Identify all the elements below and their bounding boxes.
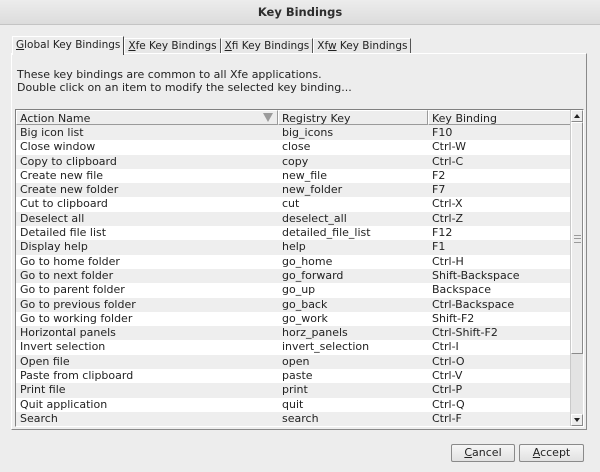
registry-key-cell: detailed_file_list <box>282 226 371 240</box>
table-row[interactable] <box>16 140 571 154</box>
tab-mnemonic: X <box>128 40 136 52</box>
action-name-cell: Deselect all <box>20 211 85 225</box>
key-binding-cell: F7 <box>432 183 446 197</box>
key-binding-cell: Ctrl-X <box>432 197 463 211</box>
table-row[interactable] <box>16 340 571 354</box>
vertical-scrollbar[interactable] <box>570 110 583 426</box>
column-header-label: Registry Key <box>282 112 351 125</box>
action-name-cell: Open file <box>20 354 70 368</box>
key-binding-cell: F1 <box>432 240 446 254</box>
action-name-cell: Big icon list <box>20 126 84 139</box>
key-binding-cell: Ctrl-W <box>432 140 466 154</box>
column-header-label: Key Binding <box>432 112 498 125</box>
action-name-cell: Go to next folder <box>20 268 114 282</box>
registry-key-cell: paste <box>282 369 313 383</box>
key-binding-cell: Ctrl-H <box>432 254 464 268</box>
table-row[interactable] <box>16 155 571 169</box>
tab-label: fi Key Bindings <box>231 40 310 52</box>
column-header-label: Action Name <box>20 112 91 125</box>
action-name-cell: Print file <box>20 383 66 397</box>
scroll-down-button[interactable] <box>571 414 583 426</box>
column-header-key-binding[interactable] <box>428 110 571 125</box>
column-header-action-name[interactable] <box>16 110 278 125</box>
tab-xfw-key-bindings[interactable] <box>313 38 411 54</box>
description <box>17 68 352 94</box>
column-header-registry-key[interactable] <box>278 110 428 125</box>
tab-mnemonic: G <box>16 39 25 51</box>
table-row[interactable] <box>16 126 571 140</box>
key-binding-cell: Shift-F2 <box>432 311 475 325</box>
key-binding-cell: Ctrl-Shift-F2 <box>432 326 498 340</box>
registry-key-cell: go_home <box>282 254 333 268</box>
registry-key-cell: new_folder <box>282 183 343 197</box>
registry-key-cell: go_forward <box>282 268 344 282</box>
table-row[interactable] <box>16 240 571 254</box>
key-binding-cell: F12 <box>432 226 453 240</box>
action-name-cell: Go to home folder <box>20 254 120 268</box>
registry-key-cell: go_back <box>282 297 328 311</box>
registry-key-cell: new_file <box>282 168 327 182</box>
registry-key-cell: horz_panels <box>282 326 348 340</box>
registry-key-cell: close <box>282 140 311 154</box>
table-row[interactable] <box>16 298 571 312</box>
button-label: ancel <box>472 446 502 459</box>
table-row[interactable] <box>16 212 571 226</box>
action-name-cell: Go to previous folder <box>20 297 136 311</box>
window-title: Key Bindings <box>0 0 600 25</box>
action-name-cell: Display help <box>20 240 88 254</box>
registry-key-cell: go_up <box>282 283 316 297</box>
action-name-cell: Go to parent folder <box>20 283 125 297</box>
key-binding-cell: Shift-Backspace <box>432 268 520 282</box>
key-binding-cell: Ctrl-Q <box>432 397 465 411</box>
registry-key-cell: copy <box>282 154 309 168</box>
tab-label: lobal Key Bindings <box>24 39 121 51</box>
table-row[interactable] <box>16 226 571 240</box>
registry-key-cell: invert_selection <box>282 340 370 354</box>
key-binding-cell: Ctrl-I <box>432 340 459 354</box>
registry-key-cell: quit <box>282 397 304 411</box>
table-row[interactable] <box>16 255 571 269</box>
registry-key-cell: big_icons <box>282 126 334 139</box>
tab-mnemonic: w <box>328 40 337 52</box>
table-row[interactable] <box>16 355 571 369</box>
table-row[interactable] <box>16 398 571 412</box>
table-row[interactable] <box>16 283 571 297</box>
action-name-cell: Quit application <box>20 397 108 411</box>
accept-button[interactable] <box>519 444 584 462</box>
table-row[interactable] <box>16 269 571 283</box>
registry-key-cell: go_work <box>282 311 328 325</box>
action-name-cell: Copy to clipboard <box>20 154 117 168</box>
registry-key-cell: deselect_all <box>282 211 347 225</box>
description-line-2: Double click on an item to modify the selected key binding... <box>17 81 352 94</box>
key-binding-cell: Ctrl-O <box>432 354 465 368</box>
key-binding-cell: Backspace <box>432 283 491 297</box>
tab-label-prefix: Xf <box>317 40 328 52</box>
table-row[interactable] <box>16 326 571 340</box>
key-binding-cell: F2 <box>432 168 446 182</box>
grip-icon <box>574 235 581 243</box>
scroll-up-button[interactable] <box>571 110 583 122</box>
description-line-1: These key bindings are common to all Xfe applications. <box>17 68 322 81</box>
sort-descending-icon <box>263 113 273 122</box>
key-binding-cell: Ctrl-Z <box>432 211 464 225</box>
table-row[interactable] <box>16 183 571 197</box>
tab-mnemonic: X <box>224 40 232 52</box>
tab-label: Key Bindings <box>336 40 408 52</box>
button-mnemonic: A <box>532 446 541 459</box>
registry-key-cell: print <box>282 383 308 397</box>
action-name-cell: Close window <box>20 140 96 154</box>
action-name-cell: Paste from clipboard <box>20 369 134 383</box>
key-binding-cell: Ctrl-P <box>432 383 463 397</box>
list-header <box>16 110 571 126</box>
table-row[interactable] <box>16 312 571 326</box>
registry-key-cell: open <box>282 354 310 368</box>
registry-key-cell: search <box>282 411 319 425</box>
tab-global-key-bindings[interactable] <box>12 36 124 55</box>
registry-key-cell: cut <box>282 197 300 211</box>
action-name-cell: Search <box>20 411 58 425</box>
cancel-button[interactable] <box>451 444 515 462</box>
action-name-cell: Horizontal panels <box>20 326 116 340</box>
action-name-cell: Detailed file list <box>20 226 107 240</box>
tab-bar <box>12 36 411 54</box>
action-name-cell: Invert selection <box>20 340 106 354</box>
key-binding-cell: Ctrl-C <box>432 154 464 168</box>
arrow-down-icon <box>574 418 580 422</box>
tab-xfe-key-bindings[interactable] <box>124 38 220 54</box>
action-name-cell: Go to working folder <box>20 311 133 325</box>
button-label: ccept <box>540 446 571 459</box>
table-row[interactable] <box>16 383 571 397</box>
table-row[interactable] <box>16 412 571 426</box>
registry-key-cell: help <box>282 240 306 254</box>
table-row[interactable] <box>16 169 571 183</box>
key-binding-cell: F10 <box>432 126 453 139</box>
button-mnemonic: C <box>464 446 473 459</box>
arrow-up-icon <box>574 114 580 118</box>
key-binding-cell: Ctrl-V <box>432 369 463 383</box>
scrollbar-thumb[interactable] <box>571 122 583 354</box>
table-row[interactable] <box>16 369 571 383</box>
action-name-cell: Create new folder <box>20 183 119 197</box>
table-row[interactable] <box>16 197 571 211</box>
key-binding-cell: Ctrl-F <box>432 411 462 425</box>
action-name-cell: Create new file <box>20 168 104 182</box>
tab-xfi-key-bindings[interactable] <box>221 38 314 54</box>
tab-label: fe Key Bindings <box>135 40 217 52</box>
list-rows <box>16 126 571 426</box>
key-bindings-list[interactable] <box>15 109 584 427</box>
key-binding-cell: Ctrl-Backspace <box>432 297 515 311</box>
action-name-cell: Cut to clipboard <box>20 197 108 211</box>
